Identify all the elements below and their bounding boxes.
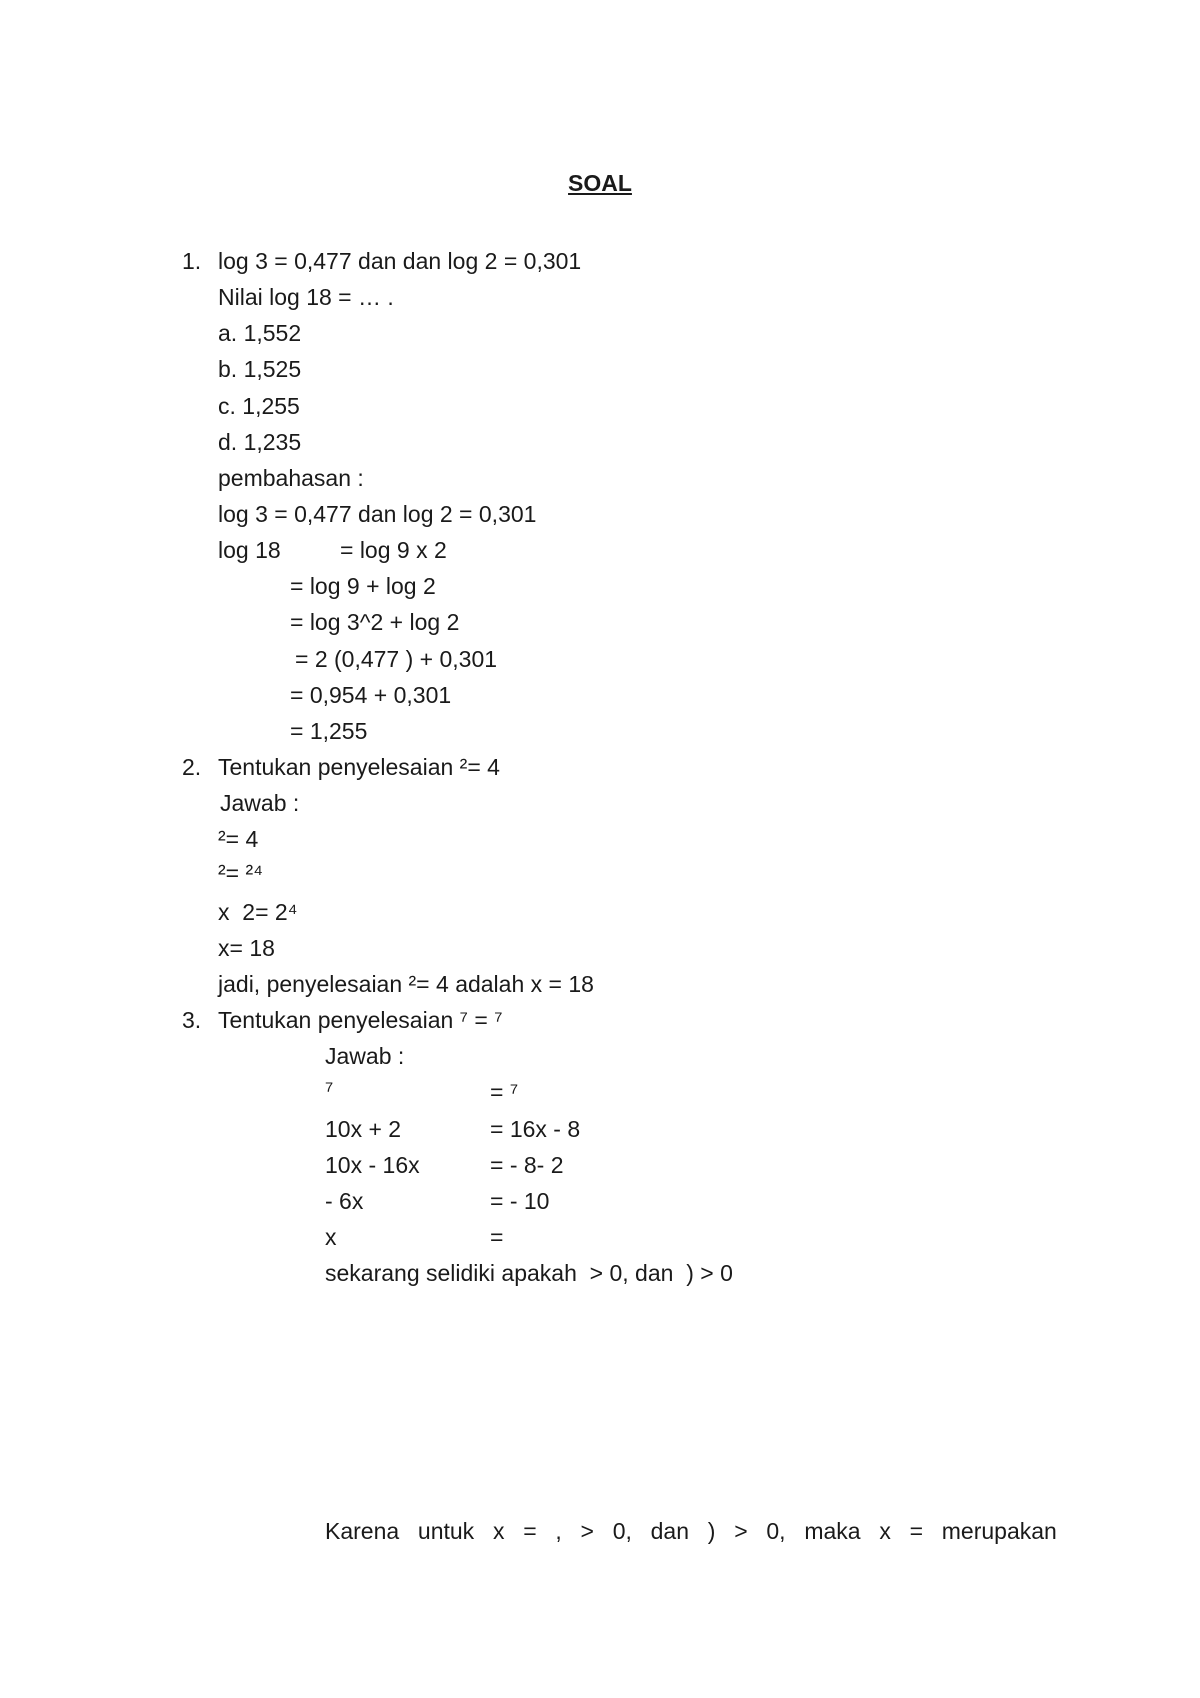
q3-row-left: - 6x — [325, 1188, 364, 1214]
karena-word: x — [879, 1518, 891, 1544]
karena-word: x — [492, 1518, 505, 1544]
q2-conclusion: jadi, penyelesaian ²= 4 adalah x = 18 — [218, 971, 594, 997]
karena-word: > — [580, 1518, 594, 1544]
karena-word: , — [555, 1518, 562, 1544]
q3-row-right: = 16x - 8 — [490, 1116, 581, 1142]
karena-word: Karena — [325, 1518, 400, 1544]
q3-statement: Tentukan penyelesaian ⁷ = ⁷ — [218, 1007, 503, 1033]
karena-word: = — [909, 1518, 923, 1544]
karena-word: > — [734, 1518, 748, 1544]
q1-step-6: = 0,954 + 0,301 — [290, 682, 452, 708]
karena-line — [325, 1520, 1057, 1543]
q1-step-5: = 2 (0,477 ) + 0,301 — [295, 646, 498, 672]
question-number-2: 2. — [182, 754, 202, 780]
q1-step-2-left: log 18 — [218, 537, 281, 563]
karena-word: = — [523, 1518, 537, 1544]
page-title: SOAL — [568, 170, 632, 196]
q3-row-right: = ⁷ — [490, 1079, 519, 1105]
q1-step-2-right: = log 9 x 2 — [340, 537, 447, 563]
karena-word: untuk — [417, 1518, 475, 1544]
q3-row-right: = - 10 — [490, 1188, 550, 1214]
q1-option-b: b. 1,525 — [218, 356, 302, 382]
q1-option-a: a. 1,552 — [218, 320, 302, 346]
q3-row-right: = — [490, 1224, 504, 1250]
q3-jawab-label: Jawab : — [325, 1043, 405, 1069]
karena-word: 0, — [612, 1518, 632, 1544]
q3-row-left: ⁷ — [325, 1077, 334, 1103]
question-number-1: 1. — [182, 248, 202, 274]
q2-line-6: x= 18 — [218, 935, 275, 961]
q3-row-right: = - 8- 2 — [490, 1152, 564, 1178]
q1-step-3: = log 9 + log 2 — [290, 573, 436, 599]
karena-word: dan — [650, 1518, 690, 1544]
q1-option-d: d. 1,235 — [218, 429, 302, 455]
q3-row-left: 10x + 2 — [325, 1116, 402, 1142]
q2-statement: Tentukan penyelesaian ²= 4 — [218, 754, 500, 780]
karena-word: 0, — [766, 1518, 786, 1544]
q2-jawab-label: Jawab : — [220, 790, 300, 816]
q1-option-c: c. 1,255 — [218, 393, 300, 419]
karena-word: ) — [707, 1518, 716, 1544]
q3-selidiki: sekarang selidiki apakah > 0, dan ) > 0 — [325, 1260, 733, 1286]
q2-line-5: x 2= 2⁴ — [218, 899, 298, 925]
q1-pembahasan-label: pembahasan : — [218, 465, 364, 491]
karena-word: maka — [804, 1518, 861, 1544]
q1-step-7: = 1,255 — [290, 718, 368, 744]
q1-question: Nilai log 18 = … . — [218, 284, 394, 310]
q2-line-4: ²= ²⁴ — [218, 860, 264, 886]
q3-row-left: 10x - 16x — [325, 1152, 420, 1178]
question-number-3: 3. — [182, 1007, 202, 1033]
q3-row-left: x — [325, 1224, 337, 1250]
q1-step-1: log 3 = 0,477 dan log 2 = 0,301 — [218, 501, 537, 527]
q2-line-3: ²= 4 — [218, 826, 259, 852]
q1-statement: log 3 = 0,477 dan dan log 2 = 0,301 — [218, 248, 582, 274]
karena-word: merupakan — [941, 1518, 1057, 1544]
q1-step-4: = log 3^2 + log 2 — [290, 609, 460, 635]
